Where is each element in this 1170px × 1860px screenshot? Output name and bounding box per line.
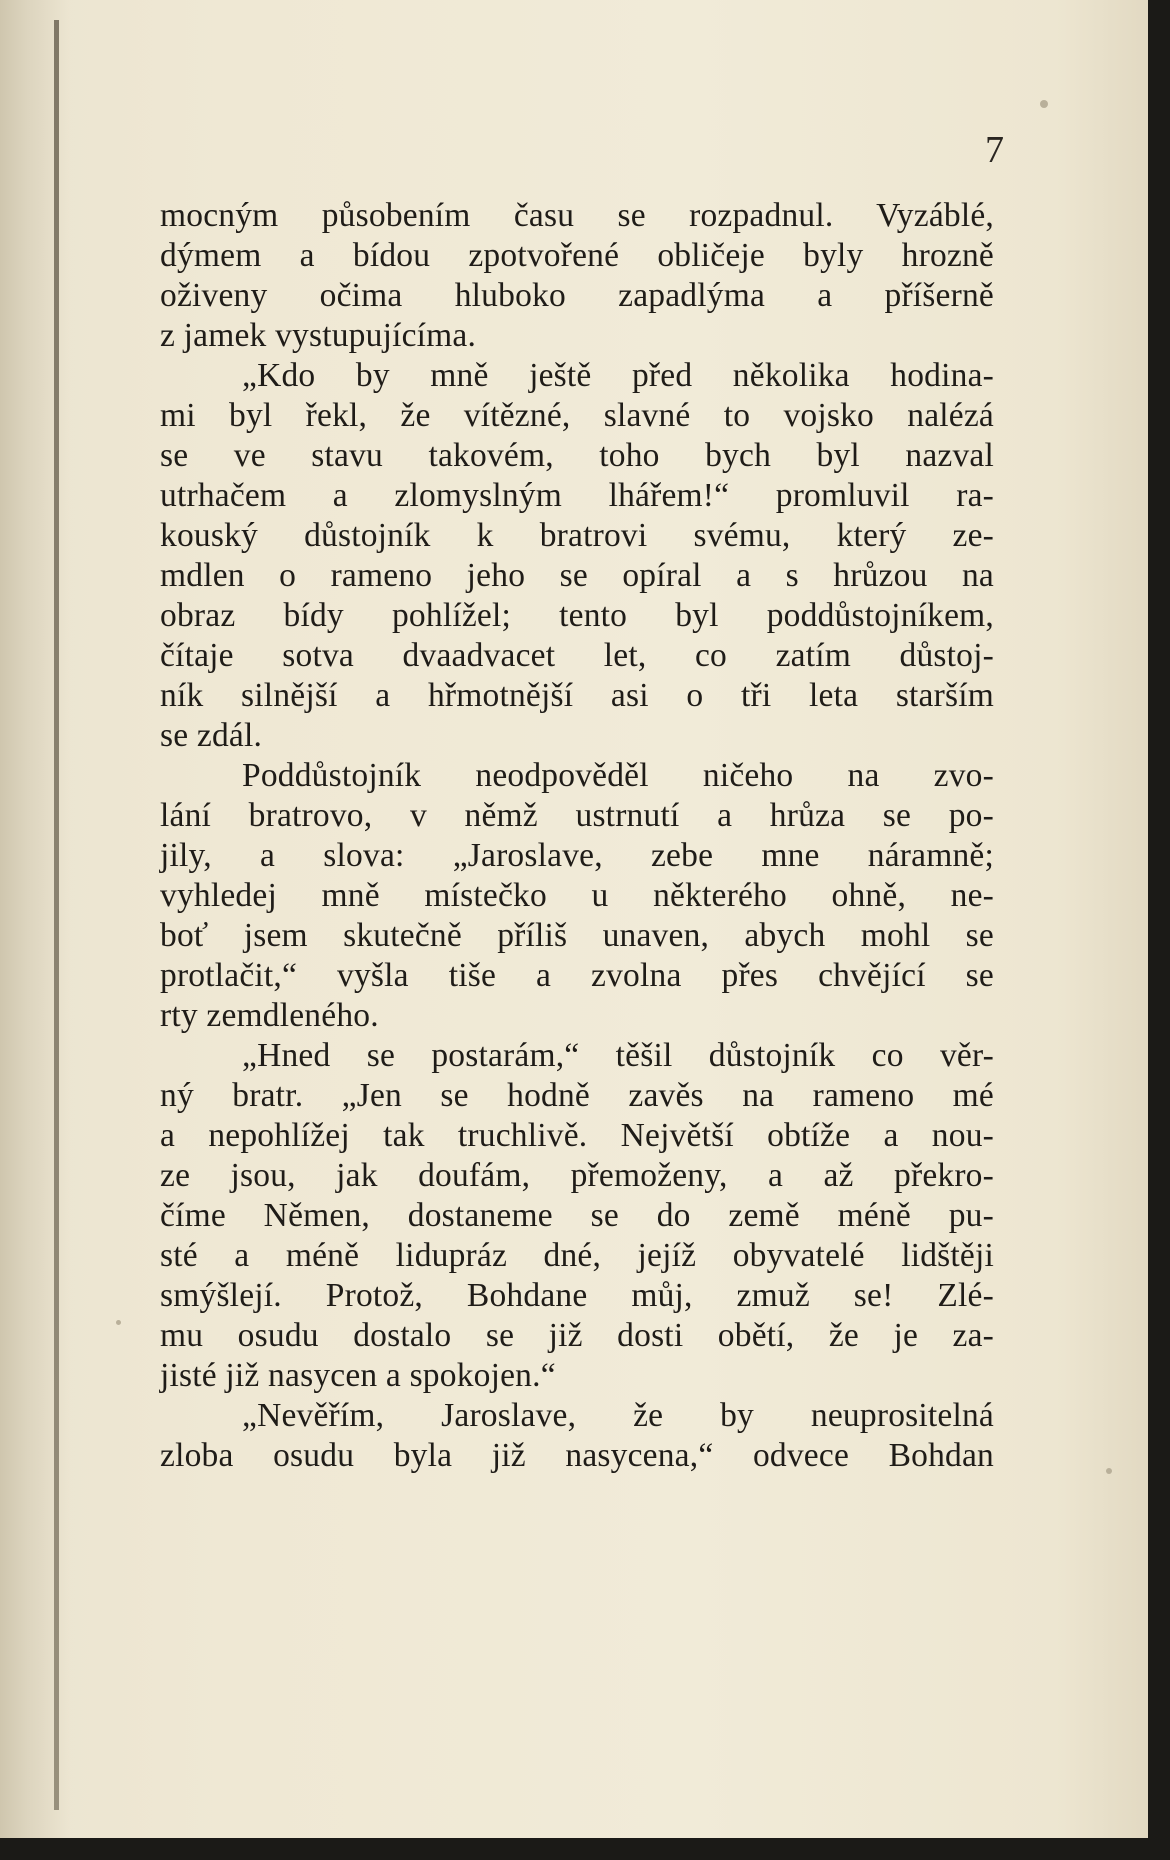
body-text [160, 196, 994, 1476]
text-line: mdlen o rameno jeho se opíral a s hrůzou na [160, 557, 994, 594]
text-line: jily, a slova: „Jaroslave, zebe mne náramně; [160, 837, 994, 874]
text-line: mi byl řekl, že vítězné, slavné to vojsko nalézá [160, 397, 994, 434]
text-line: obraz bídy pohlížel; tento byl poddůstojníkem, [160, 597, 994, 634]
text-line: „Hned se postarám,“ těšil důstojník co věr- [242, 1037, 994, 1074]
text-line: ný bratr. „Jen se hodně zavěs na rameno mé [160, 1077, 994, 1114]
text-line: se ve stavu takovém, toho bych byl nazval [160, 437, 994, 474]
text-line: ze jsou, jak doufám, přemoženy, a až překro- [160, 1157, 994, 1194]
text-line: oživeny očima hluboko zapadlýma a příšerně [160, 277, 994, 314]
text-line: kouský důstojník k bratrovi svému, který ze- [160, 517, 994, 554]
text-line: a nepohlížej tak truchlivě. Největší obtíže a nou- [160, 1117, 994, 1154]
text-line: ník silnější a hřmotnější asi o tři leta starším [160, 677, 994, 714]
paper-speck [1106, 1468, 1112, 1474]
text-line: protlačit,“ vyšla tiše a zvolna přes chvějící se [160, 957, 994, 994]
text-line: číme Němen, dostaneme se do země méně pu- [160, 1197, 994, 1234]
text-line: zloba osudu byla již nasycena,“ odvece Bohdan [160, 1437, 994, 1474]
text-line: z jamek vystupujícíma. [160, 317, 477, 354]
text-line: se zdál. [160, 717, 263, 754]
text-line: boť jsem skutečně příliš unaven, abych mohl se [160, 917, 994, 954]
text-line: sté a méně lidupráz dné, jejíž obyvatelé lidštěji [160, 1237, 994, 1274]
text-line: mu osudu dostalo se již dosti obětí, že je za- [160, 1317, 994, 1354]
binding-edge [54, 20, 59, 1810]
text-line: dýmem a bídou zpotvořené obličeje byly hrozně [160, 237, 994, 274]
page-gutter [0, 0, 70, 1838]
text-line: jisté již nasycen a spokojen.“ [160, 1357, 556, 1394]
paper-speck [1040, 100, 1048, 108]
paper-speck [116, 1320, 121, 1325]
text-line: utrhačem a zlomyslným lhářem!“ promluvil ra- [160, 477, 994, 514]
text-line: vyhledej mně místečko u některého ohně, ne- [160, 877, 994, 914]
text-line: čítaje sotva dvaadvacet let, co zatím důstoj- [160, 637, 994, 674]
text-line: mocným působením času se rozpadnul. Vyzáblé, [160, 197, 994, 234]
text-line: „Nevěřím, Jaroslave, že by neuprositelná [242, 1397, 994, 1434]
text-line: smýšlejí. Protož, Bohdane můj, zmuž se! Zlé- [160, 1277, 994, 1314]
page-number: 7 [985, 129, 1004, 171]
text-line: rty zemdleného. [160, 997, 379, 1034]
text-line: „Kdo by mně ještě před několika hodina- [242, 357, 994, 394]
text-line: Poddůstojník neodpověděl ničeho na zvo- [242, 757, 994, 794]
text-line: lání bratrovo, v němž ustrnutí a hrůza se po- [160, 797, 994, 834]
